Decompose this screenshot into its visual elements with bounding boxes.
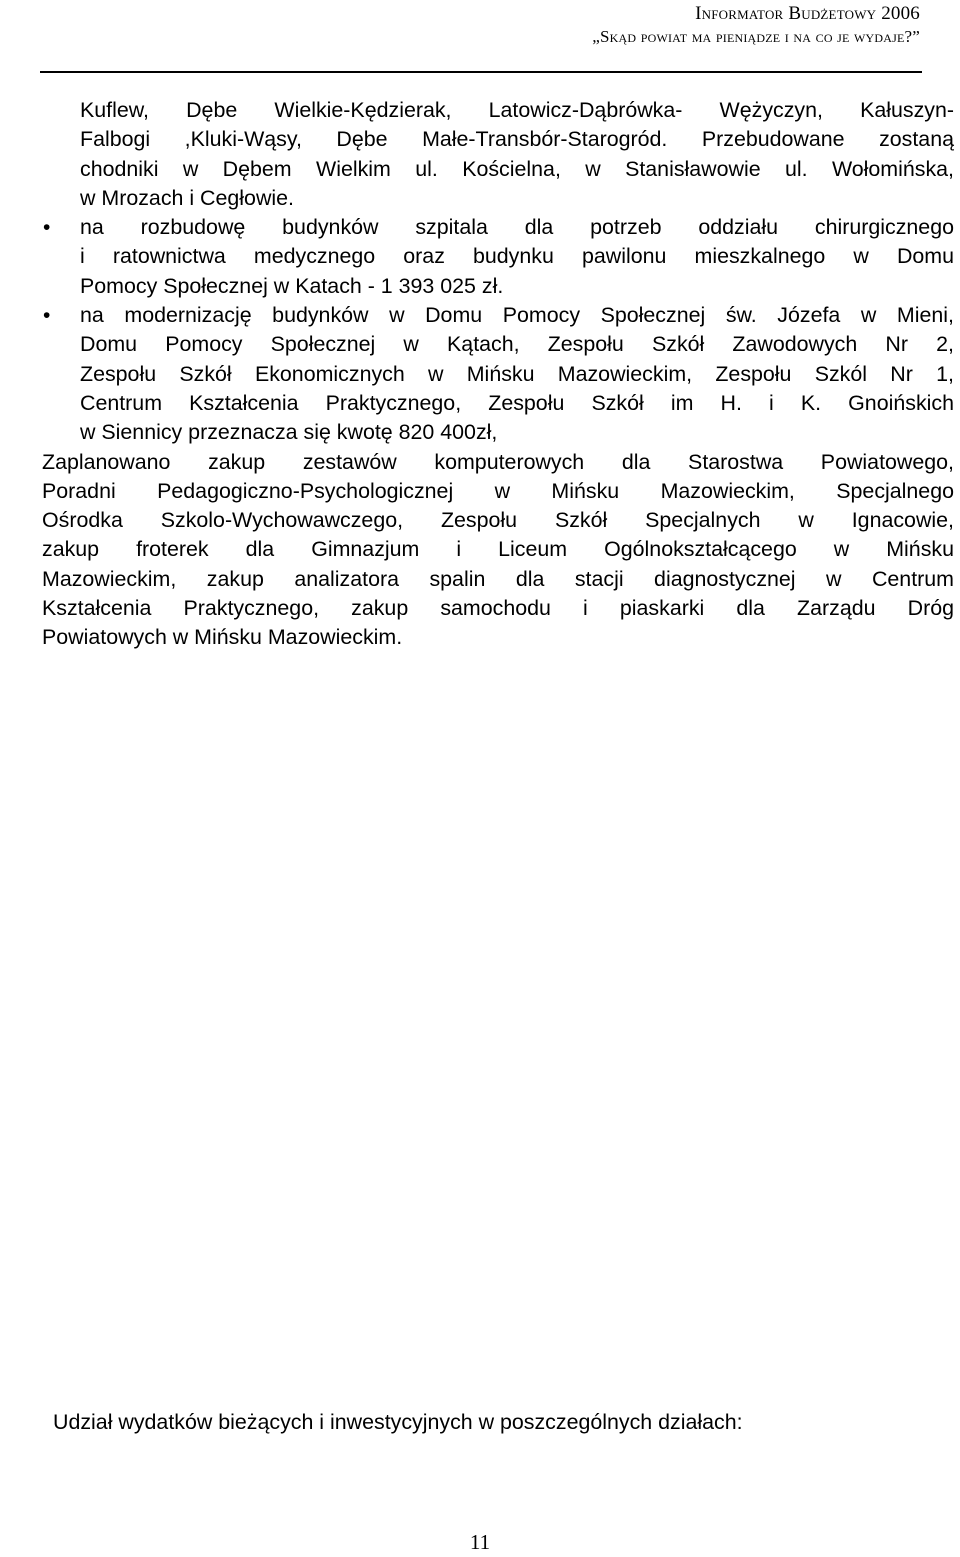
text-line: w Mrozach i Cegłowie. xyxy=(80,185,294,210)
text-line: Powiatowych w Mińsku Mazowieckim. xyxy=(42,625,403,650)
section-title: Udział wydatków bieżących i inwestycyjnych w poszczególnych działach: xyxy=(53,1410,743,1434)
text-line: w Siennicy przeznacza się kwotę 820 400zł, xyxy=(80,420,498,445)
list-item xyxy=(42,301,954,447)
text-line: na modernizację budynków w Domu Pomocy Społecznej św. Józefa w Mieni, xyxy=(80,303,954,328)
text-line: Pomocy Społecznej w Katach - 1 393 025 zł. xyxy=(80,273,504,298)
paragraph xyxy=(42,448,954,653)
text-line: Kuflew, Dębe Wielkie-Kędzierak, Latowicz-Dąbrówka- Wężyczyn, Kałuszyn- xyxy=(80,98,954,122)
text-line: Mazowieckim, zakup analizatora spalin dla stacji diagnostycznej w Centrum xyxy=(42,566,954,591)
text-line: Falbogi ,Kluki-Wąsy, Dębe Małe-Transbór-Starogród. Przebudowane zostaną xyxy=(80,127,954,152)
text-line: Poradni Pedagogiczno-Psychologicznej w Mińsku Mazowieckim, Specjalnego xyxy=(42,478,954,503)
bullet-icon: • xyxy=(43,304,51,328)
body-text xyxy=(42,96,954,653)
running-header xyxy=(360,2,920,48)
text-line: Zespołu Szkół Ekonomicznych w Mińsku Mazowieckim, Zespołu Szkól Nr 1, xyxy=(80,361,954,386)
text-line: Kształcenia Praktycznego, zakup samochodu i piaskarki dla Zarządu Dróg xyxy=(42,596,954,621)
bullet-icon: • xyxy=(43,216,51,240)
header-subtitle: „Skąd powiat ma pieniądze i na co je wydaje?” xyxy=(592,27,920,46)
text-line: chodniki w Dębem Wielkim ul. Kościelna, w Stanisławowie ul. Wołomińska, xyxy=(80,156,954,181)
text-line: Ośrodka Szkolo-Wychowawczego, Zespołu Szkół Specjalnych w Ignacowie, xyxy=(42,508,954,533)
header-title: Informator Budżetowy 2006 xyxy=(695,3,920,24)
text-line: Centrum Kształcenia Praktycznego, Zespołu Szkół im H. i K. Gnoińskich xyxy=(80,390,954,415)
page-number: 11 xyxy=(469,1530,491,1554)
text-line: Domu Pomocy Społecznej w Kątach, Zespołu Szkół Zawodowych Nr 2, xyxy=(80,332,954,357)
text-line: i ratownictwa medycznego oraz budynku pawilonu mieszkalnego w Domu xyxy=(80,244,954,269)
text-line: zakup froterek dla Gimnazjum i Liceum Ogólnokształcącego w Mińsku xyxy=(42,537,954,562)
continuation-text xyxy=(42,96,954,213)
list-item xyxy=(42,213,954,301)
text-line: Zaplanowano zakup zestawów komputerowych dla Starostwa Powiatowego, xyxy=(42,449,954,474)
text-line: na rozbudowę budynków szpitala dla potrzeb oddziału chirurgicznego xyxy=(80,215,954,240)
header-rule xyxy=(40,71,922,73)
